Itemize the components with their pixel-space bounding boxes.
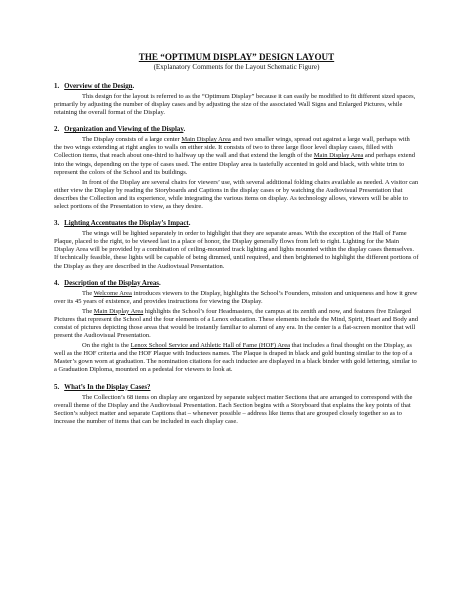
section-heading-text: Lighting Accentuates the Display’s Impact [64,220,189,228]
paragraph-text: that includes a final thought on the Display, as well as the HOF criteria and the HOF Plaque with Inductees names. The Plaque is draped in black and gold bunting similar to the top of a Master’s gown worn at graduation. The nomination citations for each inductee are displayed in a black binder with gold lettering, similar to a Graduation Diploma, mounted on a pedestal for viewers to look at. [54,342,417,374]
section-heading-text: Description of the Display Areas [64,279,159,287]
section-overview [54,82,419,117]
section-heading: 2. Organization and Viewing of the Display. [54,126,186,134]
paragraph-text: The [82,289,94,297]
paragraph-text: introduces viewers to the Display, highlights the School’s Founders, mission and uniqueness and how it grew over its 45 years of existence, and provides instructions for viewing the Display. [54,289,418,305]
document-subtitle: (Explanatory Comments for the Layout Schematic Figure) [153,63,320,71]
section-organization [54,125,419,211]
paragraph-text: and perhaps extend into the wings, depending on the type of cases used. The entire Display area is tastefully accented in gold and black, with white trim to represent the colors of the School and its buildings. [54,152,416,176]
section-number: 2. [54,126,60,134]
section-description [54,279,419,375]
paragraph-text: This design for the layout is referred to as the “Optimum Display” because it can easily be modified to fit different sized spaces, primarily by adjusting the number of display cases and by adjusting the size of the associated Wall Signs and Enlarged Pictures, while retaining the overall format of the Display. [54,93,416,117]
section-number: 5. [54,383,60,391]
document-title: THE “OPTIMUM DISPLAY” DESIGN LAYOUT [138,52,335,62]
paragraph [54,308,419,340]
paragraph [54,93,419,117]
paragraph [54,230,419,270]
underlined-term: Welcome Area [93,289,132,297]
section-heading: 1. Overview of the Design. [54,83,135,90]
paragraph-text: highlights the School’s four Headmasters, the campus at its zenith and now, and features five Enlarged Pictures that represent the School and the four elements of a Lenox education. These elements include the Mind, Spirit, Heart and Body and consist of pictures depicting those areas that would be instantly familiar to alumni of any era. In the center is a flat-screen monitor that will present the Audiovisual Presentation. [54,307,418,340]
underlined-term: Main Display Area [93,307,144,315]
underlined-term: Lenox School Service and Athletic Hall of Fame (HOF) Area [130,342,290,350]
paragraph-text: The wings will be lighted separately in order to highlight that they are separate areas. With the exception of the Hall of Fame Plaque, placed to the right, to be viewed last in a place of honor, the Display generally flows from left to right. Lighting for the Main Display Area will be provided by a combination of ceiling-mounted track lighting and lights mounted within the display cases themselves. If technically feasible, these lights will be capable of being dimmed, until required, and then brightened to highlight the different portions of the Display as they are described in the Audiovisual Presentation. [54,230,419,270]
paragraph [54,342,419,374]
section-number: 1. [54,83,60,90]
paragraph-text: On the right is the [82,342,131,350]
paragraph [54,290,419,306]
section-lighting [54,219,419,270]
paragraph-text: The Display consists of a large center [82,136,182,144]
paragraph [54,136,419,176]
paragraph [54,394,419,426]
section-heading: 4. Description of the Display Areas. [54,279,161,287]
section-heading-text: Organization and Viewing of the Display [64,126,184,134]
section-heading [54,383,419,392]
section-number: 3. [54,220,60,228]
section-number: 4. [54,279,60,287]
underlined-term: Main Display Area [313,152,364,160]
paragraph-text: The Collection’s 68 items on display are organized by separate subject matter Sections that are arranged to correspond with the overall theme of the Display and the Audiovisual Presentation. Each Section begins with a Storyboard that explains the key points of that Section’s subject matter and separate Captions that – whenever possible – address like items that are grouped closely together so as to increase the number of items that can be included in each display case. [54,393,413,425]
paragraph [54,179,419,211]
section-display-cases [54,383,419,426]
paragraph-text: The [82,307,94,315]
underlined-term: Main Display Area [181,136,231,144]
section-heading: 3. Lighting Accentuates the Display’s Impact. [54,220,191,228]
section-heading-text: Overview of the Design [64,83,133,90]
paragraph-text: and two smaller wings, spread out against a large wall, perhaps with the two wings extending at right angles to walls on either side. It consists of two to three large floor level display cases, filled with Collection items, that reach about one-third to halfway up the wall and that extend the length of the [54,136,410,160]
paragraph-text: In front of the Display are several chairs for viewers’ use, with several additional folding chairs available as needed. A visitor can either view the Display by reading the Storyboards and Captions in the display cases or by watching the Audiovisual Presentation that describes the Collection and its experience, while integrating the various items on display. As technology allows, viewers will be able to select portions of the Presentation to view, as they desire. [54,178,419,211]
section-heading-text: What’s In the Display Cases? [64,383,151,391]
